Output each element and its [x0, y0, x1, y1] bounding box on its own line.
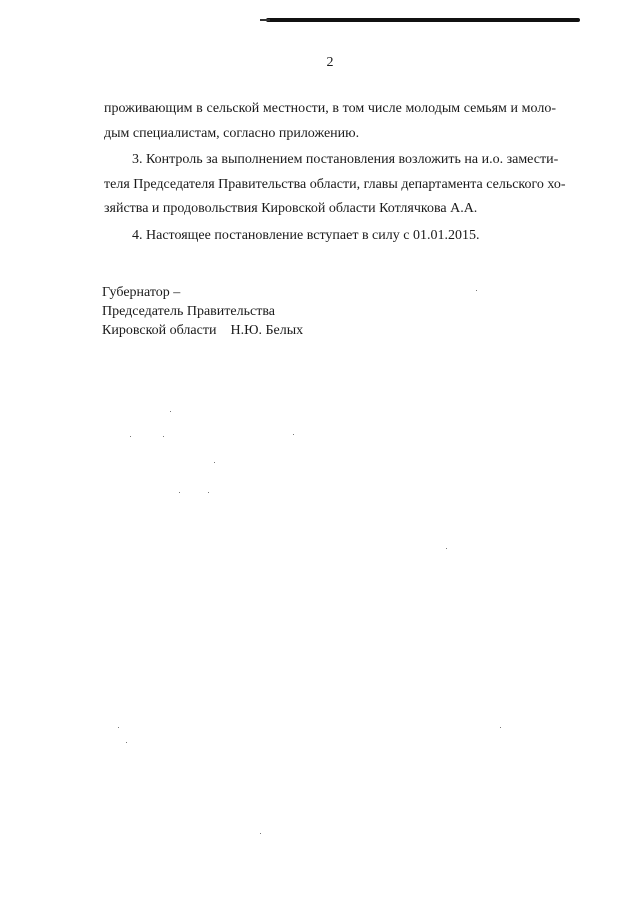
paragraph-item-3	[104, 148, 566, 222]
signature-position: Председатель Правительства	[102, 304, 275, 319]
scan-speck	[214, 462, 215, 463]
scan-speck	[126, 742, 127, 743]
scan-speck	[170, 411, 171, 412]
paragraph-continuation	[104, 97, 556, 146]
text-line: дым специалистам, согласно приложению.	[104, 125, 360, 141]
scan-speck	[118, 727, 119, 728]
text-line: 4. Настоящее постановление вступает в силу с 01.01.2015.	[132, 228, 480, 243]
text-line: проживающим в сельской местности, в том числе молодым семьям и моло-	[104, 101, 556, 116]
scan-speck	[260, 833, 261, 834]
signature-block	[102, 283, 303, 340]
scan-speck	[130, 436, 131, 437]
text-line: зяйства и продовольствия Кировской области Котлячкова А.А.	[104, 201, 478, 216]
scan-speck	[163, 436, 164, 437]
signature-region-and-name: Кировской области Н.Ю. Белых	[102, 323, 304, 338]
scan-speck	[446, 548, 447, 549]
paragraph-item-4	[104, 224, 556, 249]
scan-speck	[293, 434, 294, 435]
signature-title: Губернатор –	[102, 285, 181, 300]
scan-edge-rule	[266, 18, 580, 22]
scan-speck	[500, 727, 501, 728]
scan-speck	[208, 492, 209, 493]
text-line: теля Председателя Правительства области, главы департамента сельского хо-	[104, 176, 566, 192]
text-line: 3. Контроль за выполнением постановления возложить на и.о. замести-	[132, 152, 559, 167]
page-number: 2	[326, 55, 334, 70]
scan-speck	[476, 290, 477, 291]
scan-speck	[179, 492, 180, 493]
